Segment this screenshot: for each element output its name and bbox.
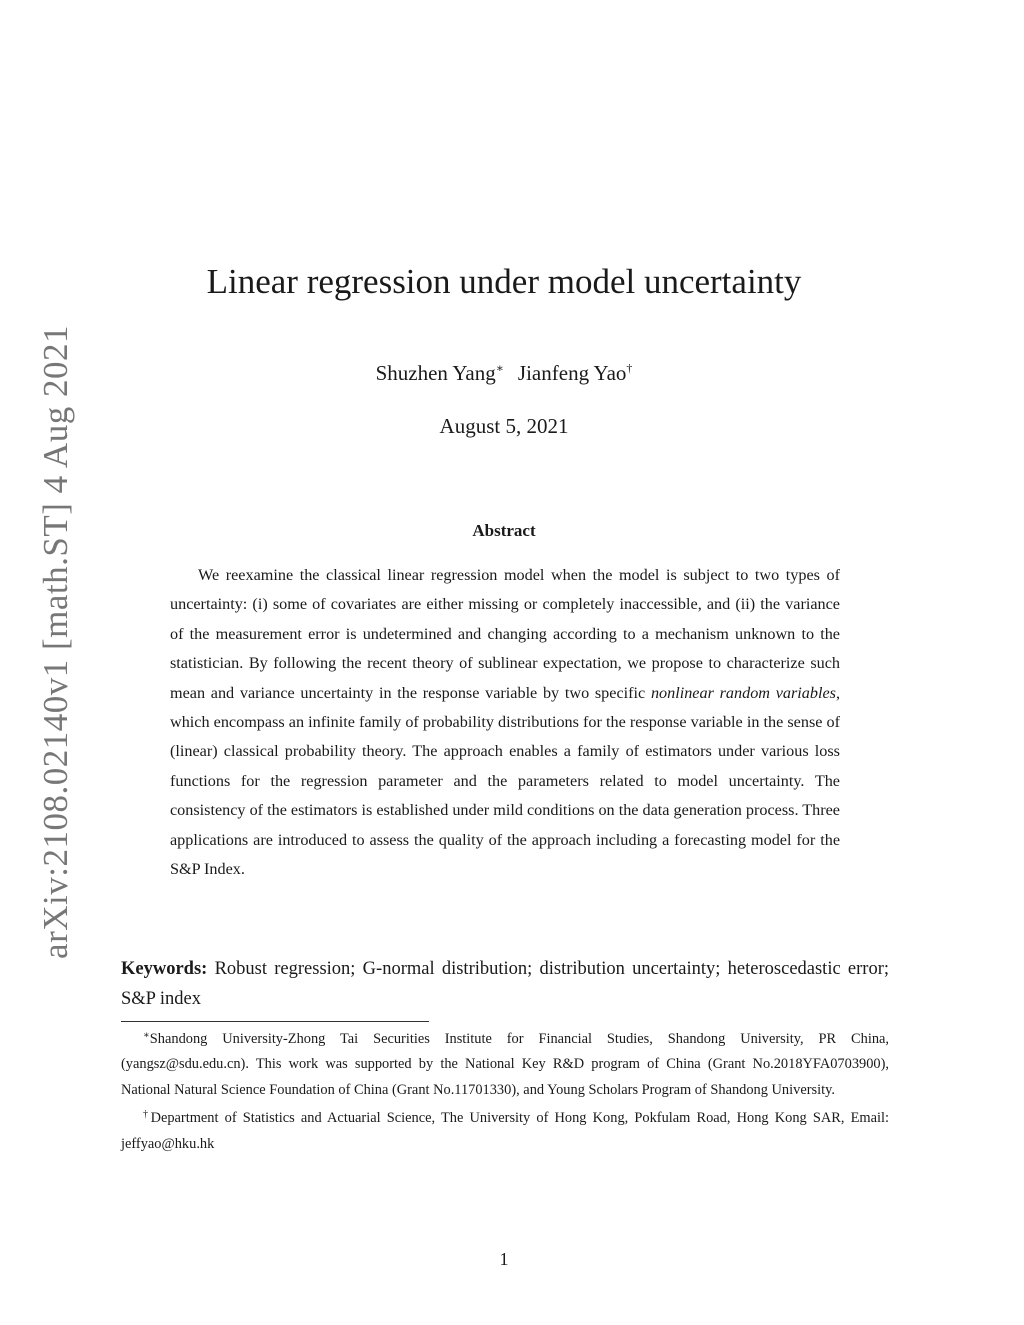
abstract-heading: Abstract <box>472 521 536 540</box>
keywords-label: Keywords: <box>121 959 208 979</box>
author-name: Shuzhen Yang <box>375 361 496 385</box>
footnote-affiliation-1 <box>121 1023 889 1103</box>
author-footnote-mark: ∗ <box>495 361 504 375</box>
page-number: 1 <box>499 1249 509 1269</box>
footnote-text: Shandong University-Zhong Tai Securities Institute for Financial Studies, Shandong University, PR China, (yangsz@sdu.edu.cn). This work was supported by the National Key R&D program of China (Grant No.2018YFA0703900), National Natural Science Foundation of China (Grant No.11701330), and Young Scholars Program of Shandong University. <box>121 1031 889 1098</box>
footnote-divider <box>121 1021 429 1022</box>
author-footnote-mark: † <box>626 361 633 375</box>
footnote-affiliation-2 <box>121 1102 889 1157</box>
paper-date: August 5, 2021 <box>439 414 569 438</box>
abstract-text-part: We reexamine the classical linear regression model when the model is subject to two types of uncertainty: (i) some of covariates are either missing or completely inaccessible, and (ii) the variance of the measurement error is undetermined and changing according to a mechanism unknown to the statistician. By following the recent theory of sublinear expectation, we propose to characterize such mean and variance uncertainty in the response variable by two specific <box>170 566 840 702</box>
footnote-mark: ∗ <box>143 1030 150 1041</box>
abstract-text-part: , which encompass an infinite family of probability distributions for the response variable in the sense of (linear) classical probability theory. The approach enables a family of estimators under various loss functions for the regression parameter and the parameters related to model uncertainty. The consistency of the estimators is established under mild conditions on the data generation process. Three applications are introduced to assess the quality of the approach including a forecasting model for the S&P Index. <box>170 683 840 879</box>
keywords <box>121 954 889 1014</box>
footnote-text: Department of Statistics and Actuarial Science, The University of Hong Kong, Pokfulam Road, Hong Kong SAR, Email: jeffyao@hku.hk <box>121 1110 889 1152</box>
keywords-text: Robust regression; G-normal distribution; distribution uncertainty; heteroscedastic error; S&P index <box>121 959 890 1009</box>
author-list <box>0 361 1008 386</box>
arxiv-identifier-stamp: arXiv:2108.02140v1 [math.ST] 4 Aug 2021 <box>36 325 75 959</box>
abstract-emphasis: nonlinear random variables <box>650 683 836 702</box>
footnote-mark: † <box>143 1109 151 1121</box>
paper-title: Linear regression under model uncertainty <box>206 262 802 301</box>
author-name: Jianfeng Yao <box>517 361 627 385</box>
footnotes <box>121 1023 889 1157</box>
abstract-text <box>170 561 840 884</box>
